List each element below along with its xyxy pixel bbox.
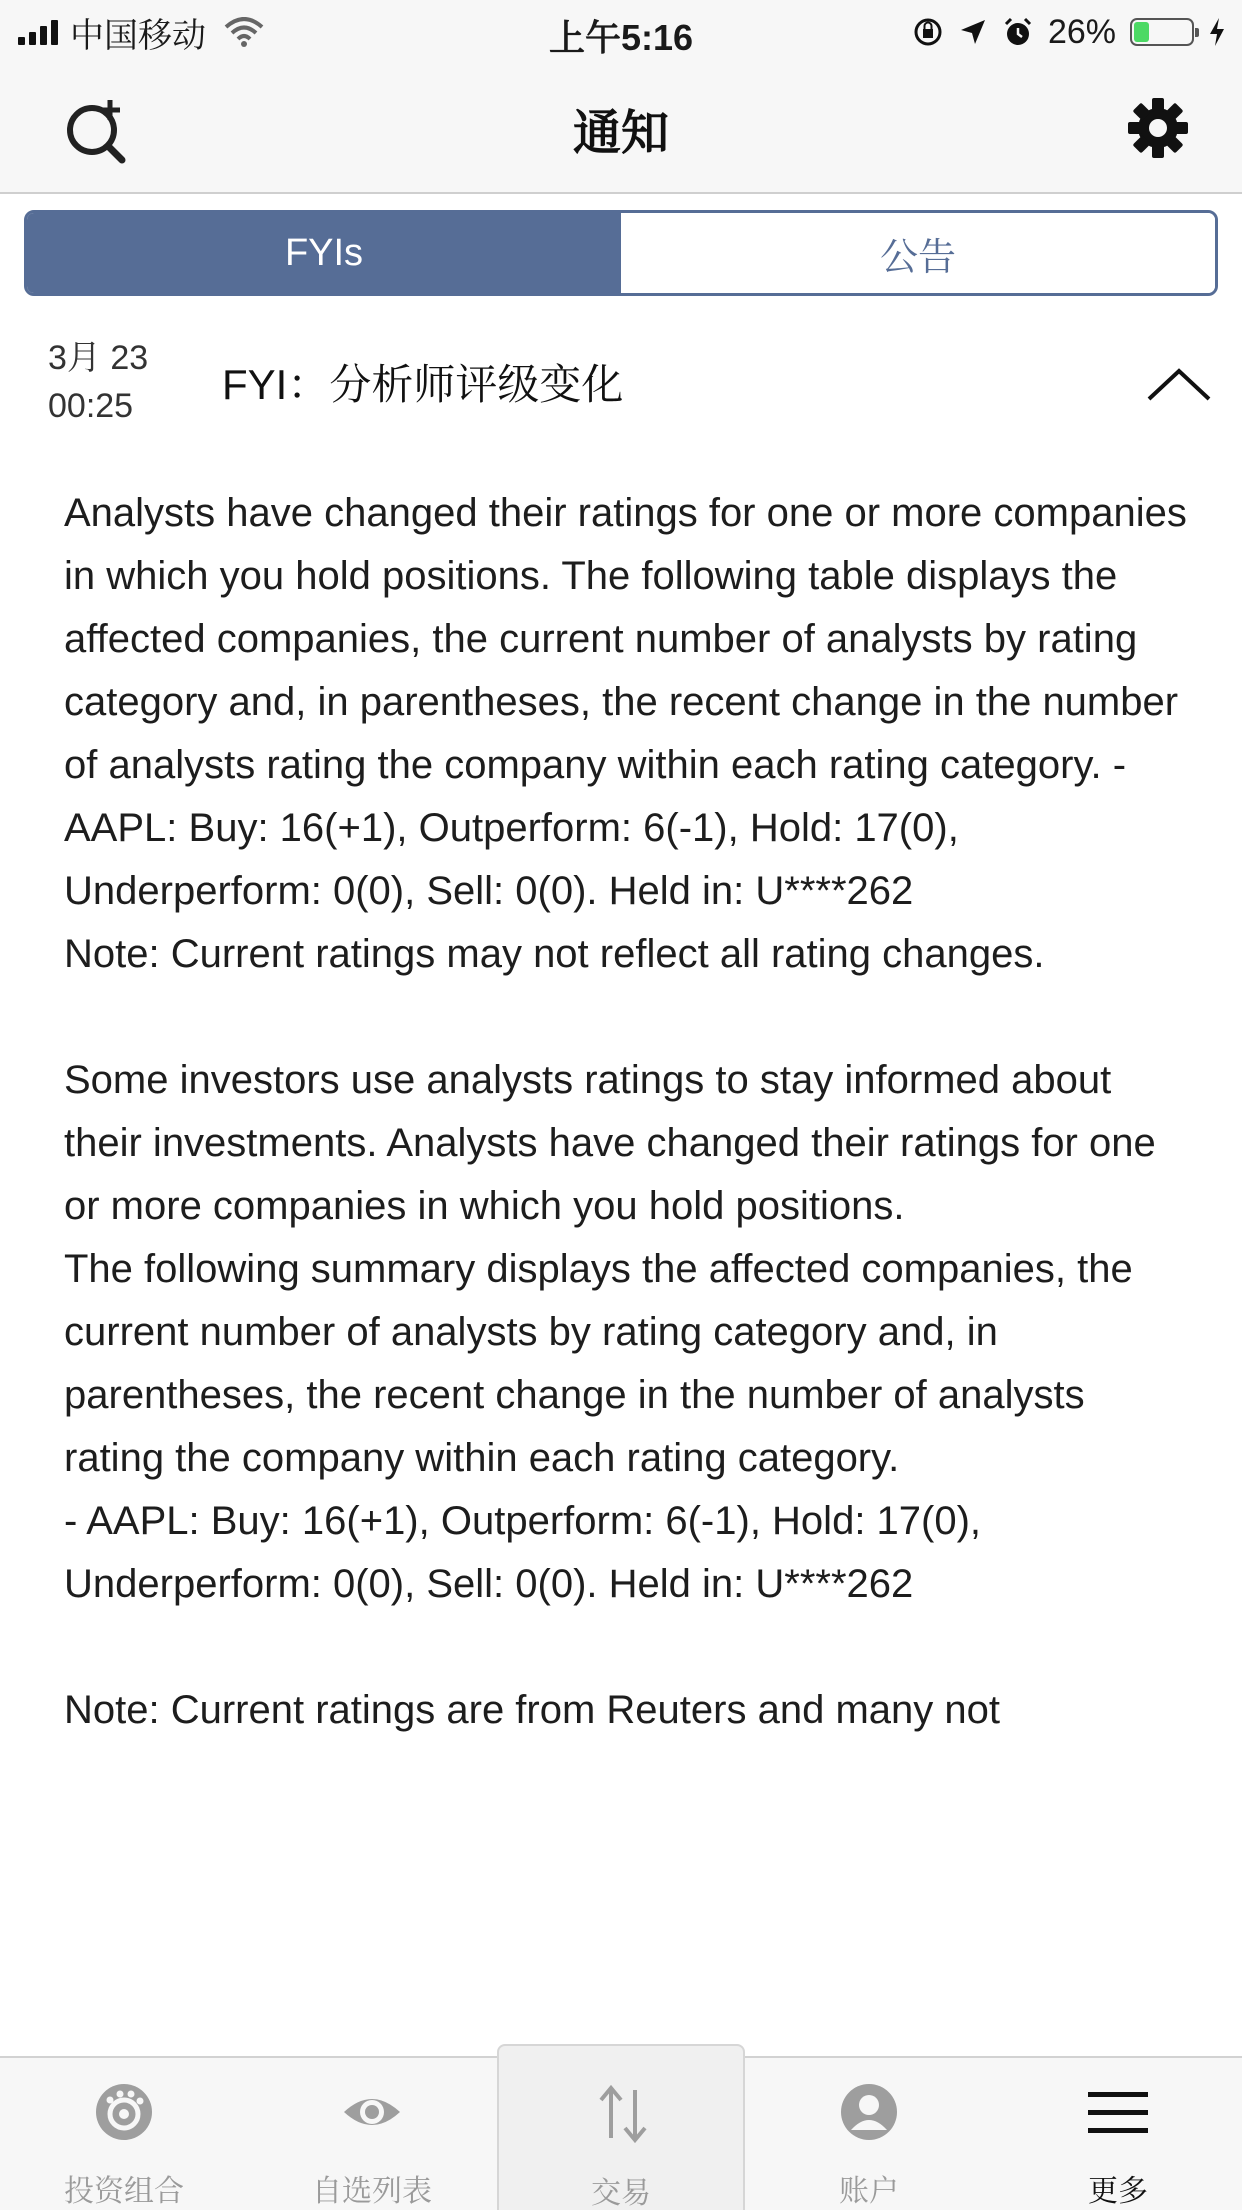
gear-icon[interactable] — [1126, 96, 1190, 160]
body-paragraph: Note: Current ratings are from Reuters and many not — [64, 1688, 1000, 1732]
navigation-bar — [0, 64, 1242, 194]
tab-more[interactable] — [994, 2058, 1242, 2210]
battery-level — [1134, 22, 1149, 42]
message-time: 00:25 — [48, 387, 134, 425]
status-right — [912, 10, 1226, 54]
message-body — [64, 482, 1194, 1742]
body-spacer — [64, 986, 1194, 1049]
orientation-lock-icon — [912, 16, 944, 48]
tab-label: 账户 — [839, 2175, 899, 2208]
battery-percent: 26% — [1047, 12, 1116, 51]
tab-portfolio[interactable] — [0, 2058, 248, 2210]
message-title[interactable]: FYI：分析师评级变化 — [222, 361, 624, 408]
body-paragraph: Some investors use analysts ratings to stay informed about their investments. Analysts have changed their ratings for one or more companies in which you hold positions. — [64, 1058, 1156, 1228]
tab-account[interactable] — [745, 2058, 993, 2210]
status-time: 上午5:16 — [548, 17, 694, 58]
message-date: 3月 23 — [48, 339, 149, 377]
body-paragraph: - AAPL: Buy: 16(+1), Outperform: 6(-1), Hold: 17(0), Underperform: 0(0), Sell: 0(0). Held in: U****262 — [64, 1499, 982, 1606]
tab-trade[interactable] — [497, 2044, 745, 2210]
eye-icon — [342, 2082, 402, 2142]
segmented-control — [24, 210, 1218, 296]
status-bar — [0, 0, 1242, 64]
body-paragraph: Analysts have changed their ratings for one or more companies in which you hold positions. The following table displays the affected companies, the current number of analysts by rating category and, in parentheses, the recent change in the number of analysts rating the company within each rating category. - AAPL: Buy: 16(+1), Outperform: 6(-1), Hold: 17(0), Underperform: 0(0), Sell: 0(0). Held in: U****262 — [64, 491, 1187, 913]
body-spacer — [64, 1616, 1194, 1679]
carrier-label: 中国移动 — [70, 16, 206, 55]
tab-label: 自选列表 — [312, 2175, 432, 2208]
location-icon — [958, 17, 988, 47]
tab-label: 交易 — [591, 2177, 651, 2210]
body-paragraph: Note: Current ratings may not reflect all rating changes. — [64, 932, 1045, 976]
menu-icon — [1088, 2082, 1148, 2142]
body-paragraph: The following summary displays the affected companies, the current number of analysts by rating category and, in parentheses, the recent change in the number of analysts rating the company within each rating category. — [64, 1247, 1133, 1480]
tab-label: 投资组合 — [64, 2175, 184, 2208]
trade-arrows-icon — [593, 2084, 653, 2144]
tab-bar — [0, 2056, 1242, 2210]
tab-announcements[interactable]: 公告 — [621, 213, 1215, 293]
tab-fyis[interactable]: FYIs — [27, 213, 621, 293]
portfolio-icon — [94, 2082, 154, 2142]
message-datetime — [48, 334, 148, 430]
chevron-up-icon[interactable] — [1146, 366, 1212, 402]
charging-bolt-icon — [1208, 17, 1226, 47]
tab-watchlist[interactable] — [248, 2058, 496, 2210]
tab-label: 更多 — [1088, 2175, 1148, 2208]
page-title: 通知 — [572, 107, 669, 160]
account-icon — [839, 2082, 899, 2142]
battery-icon — [1130, 18, 1194, 46]
alarm-icon — [1002, 16, 1034, 48]
